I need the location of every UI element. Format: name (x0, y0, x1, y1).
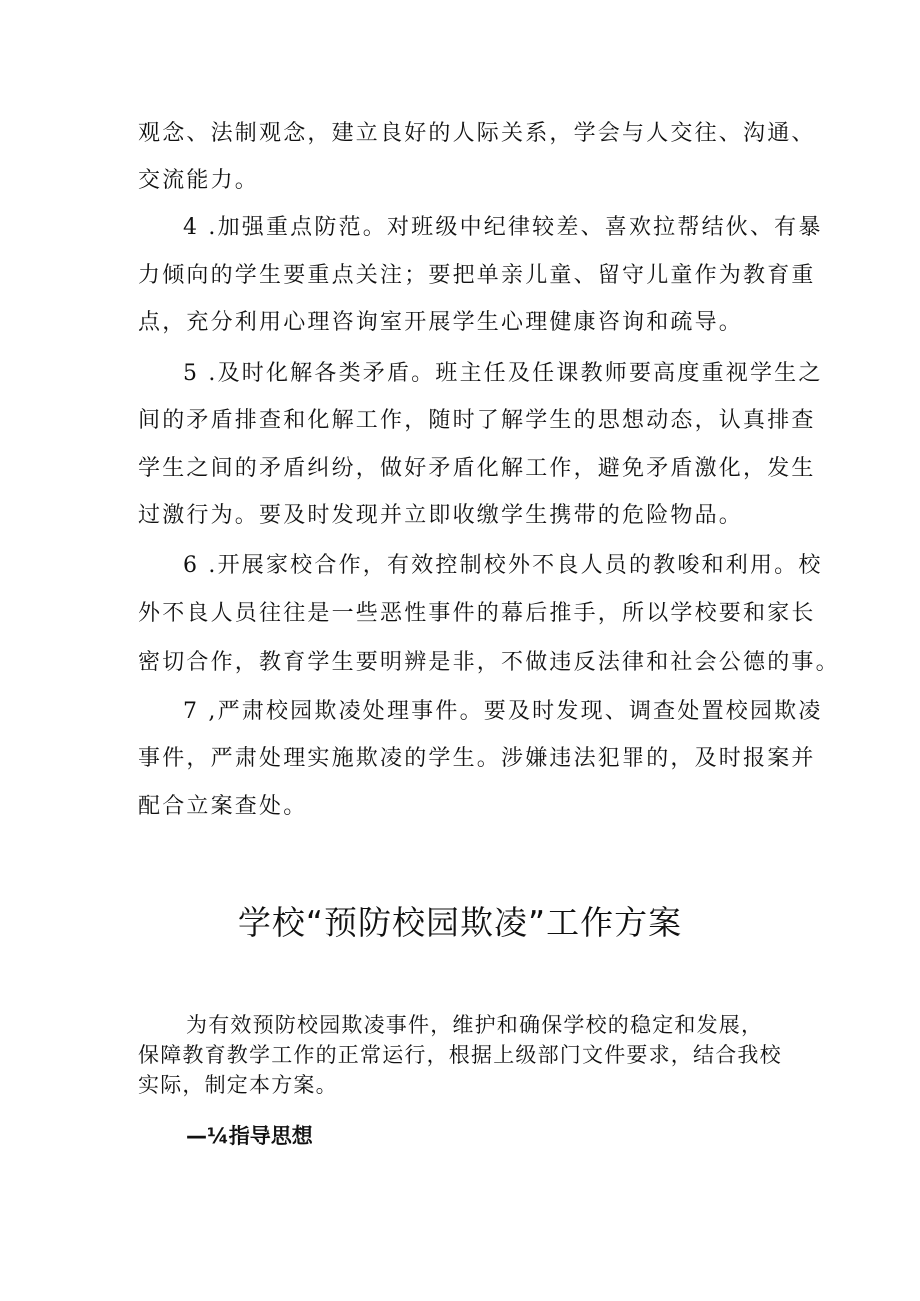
text-line: 学生之间的矛盾纠纷，做好矛盾化解工作，避免矛盾激化，发生 (138, 456, 816, 481)
item-5-first-line: 5 .及时化解各类矛盾。班主任及任课教师要高度重视学生之 (183, 361, 823, 386)
intro-line: 为有效预防校园欺凌事件，维护和确保学校的稳定和发展， (186, 1013, 764, 1037)
text-line: 交流能力。 (138, 168, 260, 193)
text-line: 过激行为。要及时发现并立即收缴学生携带的危险物品。 (138, 503, 744, 528)
text-line: 间的矛盾排查和化解工作，随时了解学生的思想动态，认真排查 (138, 408, 816, 433)
item-7-first-line: 7 ,严肃校园欺凌处理事件。要及时发现、调查处置校园欺凌 (183, 699, 823, 724)
intro-line: 实际，制定本方案。 (138, 1073, 338, 1097)
text-line: 密切合作，教育学生要明辨是非，不做违反法律和社会公德的事。 (138, 650, 840, 675)
item-6-first-line: 6 .开展家校合作，有效控制校外不良人员的教唆和利用。校 (183, 553, 823, 578)
text-line: 点，充分利用心理咨询室开展学生心理健康咨询和疏导。 (138, 310, 744, 335)
text-line: 事件，严肃处理实施欺凌的学生。涉嫌违法犯罪的，及时报案并 (138, 746, 816, 771)
item-4-first-line: 4 .加强重点防范。对班级中纪律较差、喜欢拉帮结伙、有暴 (183, 215, 823, 240)
text-line: 力倾向的学生要重点关注；要把单亲儿童、留守儿童作为教育重 (138, 263, 816, 288)
section-title: 学校“预防校园欺凌”工作方案 (237, 903, 683, 942)
section-heading: —¼指导思想 (186, 1124, 313, 1148)
text-line: 配合立案查处。 (138, 794, 308, 819)
text-line: 外不良人员往往是一些恶性事件的幕后推手，所以学校要和家长 (138, 601, 816, 626)
intro-line: 保障教育教学工作的正常运行，根据上级部门文件要求，结合我校 (138, 1043, 782, 1067)
text-line: 观念、法制观念，建立良好的人际关系，学会与人交往、沟通、 (138, 121, 816, 146)
